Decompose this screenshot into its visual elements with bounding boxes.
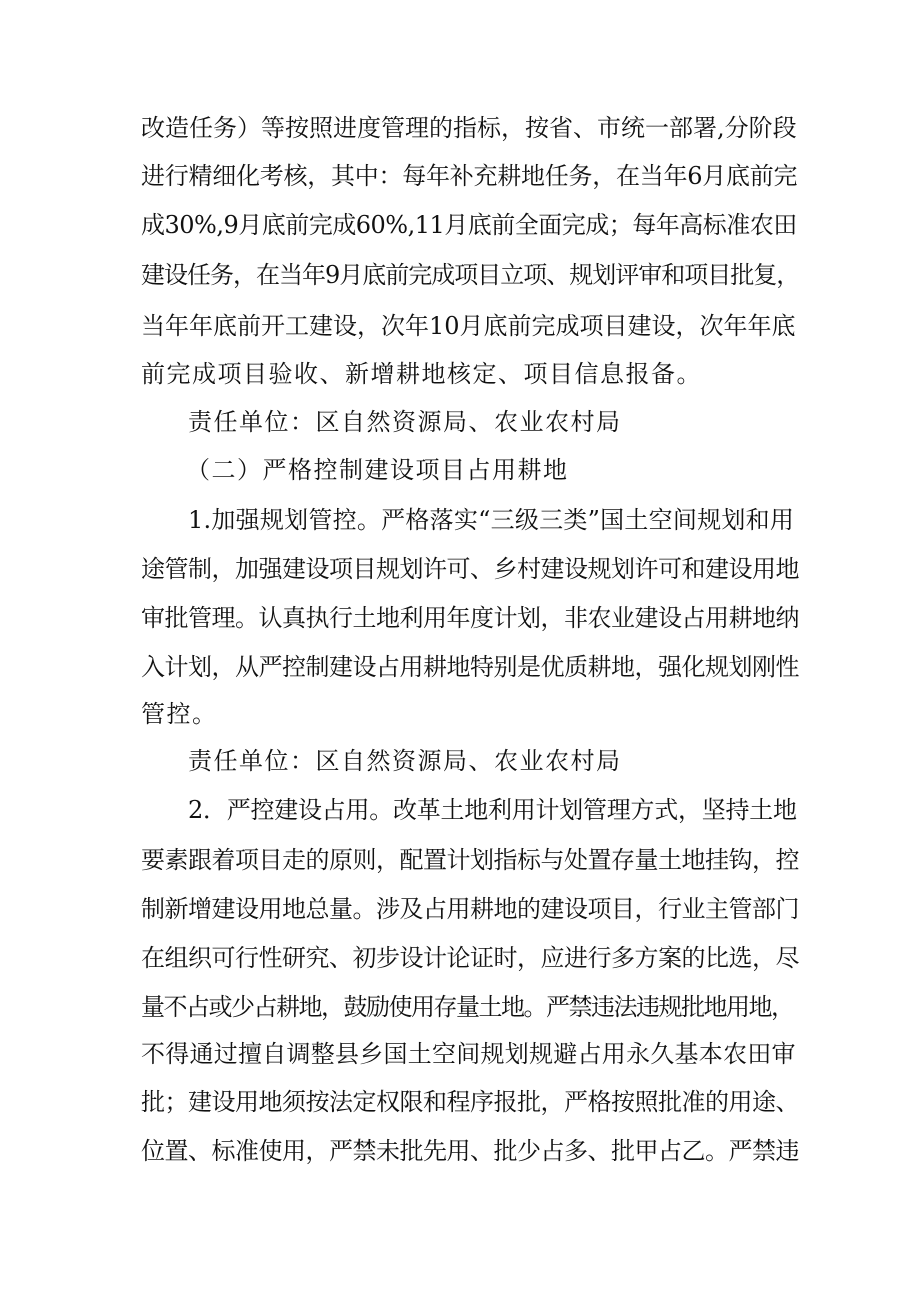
paragraph-line: 入计划，从严控制建设占用耕地特别是优质耕地，强化规划刚性	[141, 653, 799, 681]
paragraph-line: 建设任务，在当年9月底前完成项目立项、规划评审和项目批复，	[141, 261, 800, 289]
responsibility-line: 责任单位：区自然资源局、农业农村局	[188, 408, 622, 436]
paragraph-line: 1.加强规划管控。严格落实“三级三类”国土空间规划和用	[188, 506, 795, 534]
paragraph-line: 2．严控建设占用。改革土地利用计划管理方式，坚持土地	[188, 796, 797, 824]
paragraph-line: 量不占或少占耕地，鼓励使用存量土地。严禁违法违规批地用地，	[141, 993, 794, 1021]
section-heading: （二）严格控制建设项目占用耕地	[186, 456, 569, 484]
paragraph-line: 前完成项目验收、新增耕地核定、项目信息报备。	[141, 360, 702, 388]
paragraph-line: 进行精细化考核，其中：每年补充耕地任务，在当年6月底前完	[141, 162, 798, 190]
paragraph-line: 成30%,9月底前完成60%,11月底前全面完成；每年高标准农田	[141, 211, 797, 239]
paragraph-line: 位置、标准使用，严禁未批先用、批少占多、批甲占乙。严禁违	[141, 1137, 799, 1165]
responsibility-line: 责任单位：区自然资源局、农业农村局	[188, 747, 622, 775]
paragraph-line: 批；建设用地须按法定权限和程序报批，严格按照批准的用途、	[141, 1088, 799, 1116]
paragraph-line: 不得通过擅自调整县乡国土空间规划规避占用永久基本农田审	[141, 1040, 796, 1068]
paragraph-line: 管控。	[141, 700, 218, 728]
paragraph-line: 要素跟着项目走的原则，配置计划指标与处置存量土地挂钩，控	[141, 846, 799, 874]
paragraph-line: 途管制，加强建设项目规划许可、乡村建设规划许可和建设用地	[141, 555, 799, 583]
paragraph-line: 制新增建设用地总量。涉及占用耕地的建设项目，行业主管部门	[141, 895, 799, 923]
paragraph-line: 改造任务）等按照进度管理的指标，按省、市统一部署,分阶段	[141, 114, 797, 142]
paragraph-line: 当年年底前开工建设，次年10月底前完成项目建设，次年年底	[141, 312, 796, 340]
paragraph-line: 审批管理。认真执行土地利用年度计划，非农业建设占用耕地纳	[141, 604, 799, 632]
paragraph-line: 在组织可行性研究、初步设计论证时，应进行多方案的比选，尽	[141, 944, 799, 972]
